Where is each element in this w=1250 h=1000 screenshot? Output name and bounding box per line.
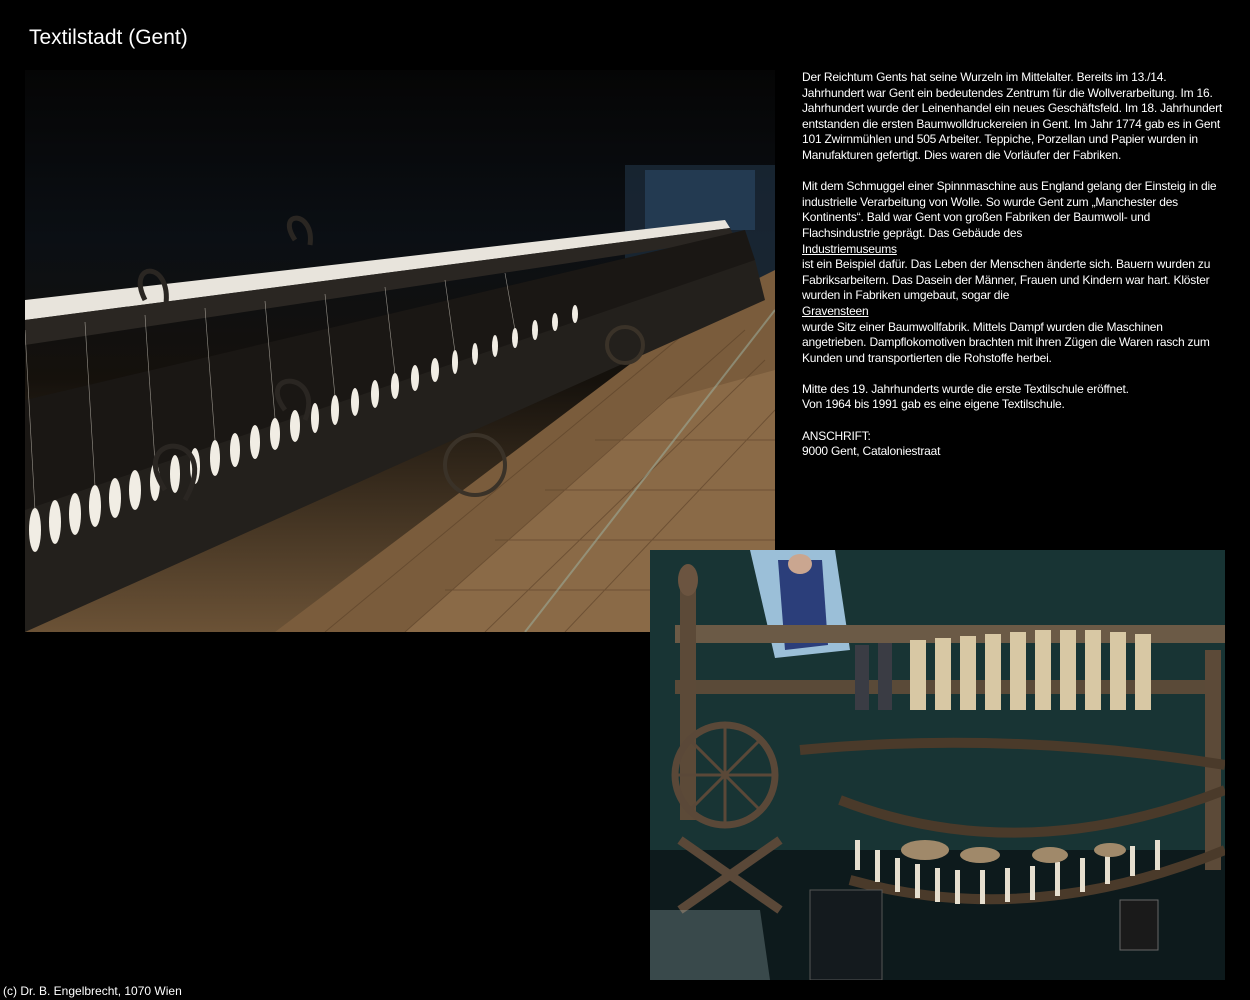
paragraph-history: Der Reichtum Gents hat seine Wurzeln im Mittelalter. Bereits im 13./14. Jahrhundert war Gent ein bedeutendes Zentrum für die Wollverarbeitung. Im 16. Jahrhundert wurde der Leinenhandel ein neues Geschäftsfeld. Im 18. Jahrhundert entstanden die ersten Baumwolldruckereien in Gent. Im Jahr 1774 gab es in Gent 101 Zwirnmühlen und 505 Arbeiter. Teppiche, Porzellan und Papier wurden in Manufakturen gefertigt. Dies waren die Vorläufer der Fabriken. — [802, 70, 1223, 162]
textile-school-opening: Mitte des 19. Jahrhunderts wurde die erste Textilschule eröffnet. — [802, 381, 1129, 396]
address-value: 9000 Gent, Cataloniestraat — [802, 444, 941, 459]
paragraph-industrialization-intro: Mit dem Schmuggel einer Spinnmaschine aus England gelang der Einsteig in die industrielle Verarbeitung von Wolle. So wurde Gent zum „Manchester des Kontinents“. Bald war Gent von großen Fabriken der Baumwoll- und Flachsindustrie geprägt. Das Gebäude des — [802, 179, 1217, 240]
spinning-wheel-photo — [650, 550, 1225, 980]
spinning-mill-photo — [25, 70, 775, 632]
article-text — [802, 70, 1222, 460]
textile-school-period: Von 1964 bis 1991 gab es eine eigene Textilschule. — [802, 397, 1065, 412]
address-block — [802, 429, 1222, 460]
page-title: Textilstadt (Gent) — [29, 26, 188, 49]
spinning-wheel-illustration — [650, 550, 1225, 980]
paragraph-industrialization-middle: ist ein Beispiel dafür. Das Leben der Menschen änderte sich. Bauern wurden zu Fabriksarbeitern. Das Dasein der Männer, Frauen und Kindern war hart. Klöster wurden in Fabriken umgebaut, sogar die — [802, 257, 1211, 303]
paragraph-industrialization-end: wurde Sitz einer Baumwollfabrik. Mittels Dampf wurden die Maschinen angetrieben. Dampflokomotiven brachten mit ihren Zügen die Waren rasch zum Kunden und transportierten die Rohstoffe herbei. — [802, 319, 1210, 365]
paragraph-industrialization — [802, 179, 1222, 366]
paragraph-textile-school — [802, 382, 1222, 413]
industriemuseum-link[interactable]: Industriemuseums — [802, 241, 897, 256]
gravensteen-link[interactable]: Gravensteen — [802, 303, 869, 318]
address-label: ANSCHRIFT: — [802, 428, 871, 443]
copyright-notice: (c) Dr. B. Engelbrecht, 1070 Wien — [3, 984, 182, 998]
spinning-mill-illustration — [25, 70, 775, 632]
